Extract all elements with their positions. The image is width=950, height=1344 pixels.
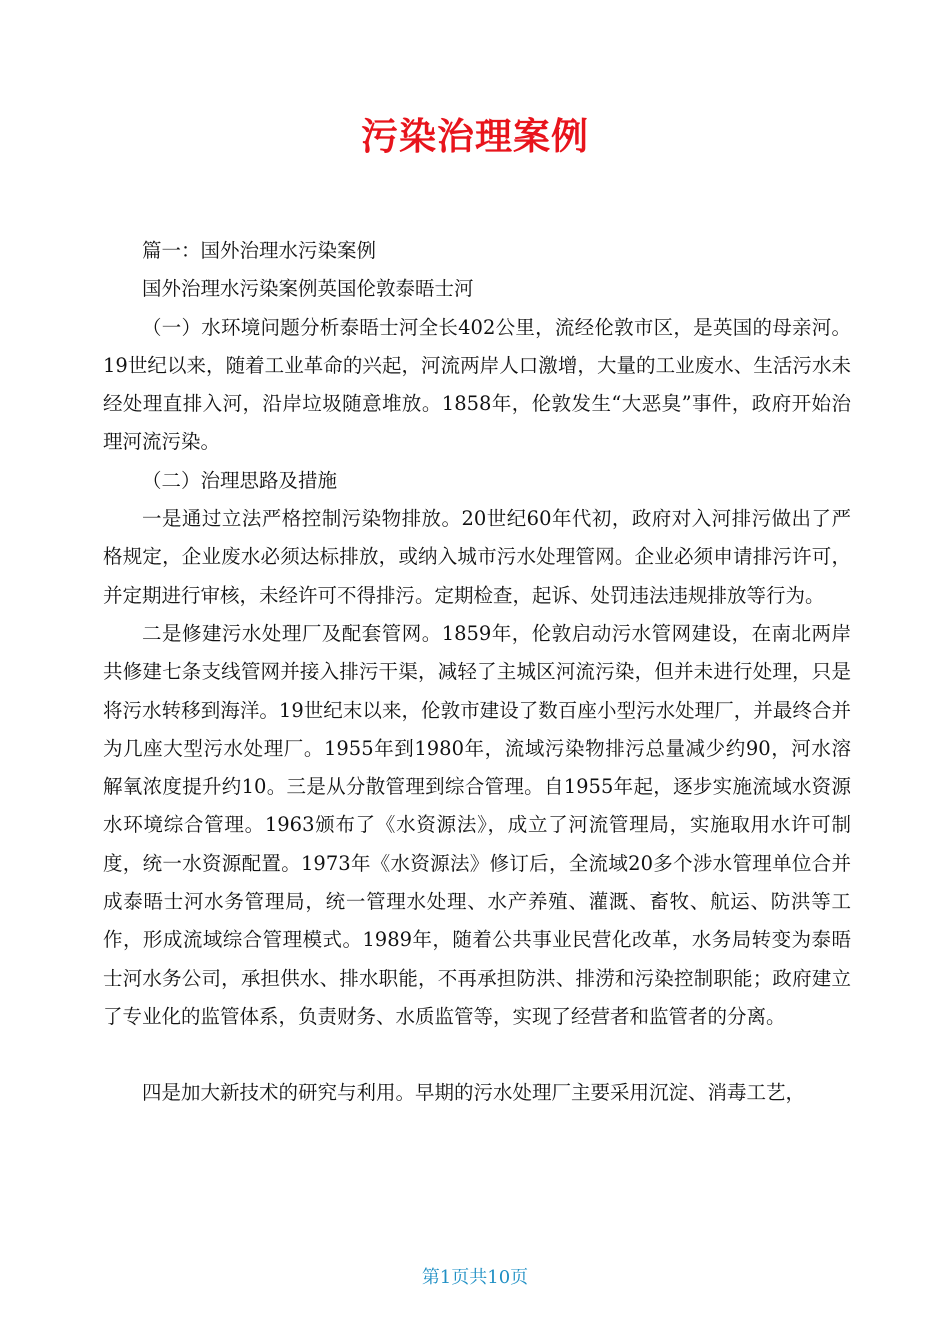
page-number-footer: 第1页共10页 <box>421 1267 529 1288</box>
document-body <box>103 232 851 1113</box>
section-heading: 篇一：国外治理水污染案例 <box>142 239 377 262</box>
paragraph-legislation: 一是通过立法严格控制污染物排放。20世纪60年代初，政府对入河排污做出了严格规定，企业废水必须达标排放，或纳入城市污水处理管网。企业必须申请排污许可，并定期进行审核，未经许可不得排污。定期检查，起诉、处罚违法违规排放等行为。 <box>103 507 851 607</box>
paragraph-new-technology: 四是加大新技术的研究与利用。早期的污水处理厂主要采用沉淀、消毒工艺， <box>142 1081 806 1105</box>
page-title: 污染治理案例 <box>361 115 589 158</box>
subheading-measures: （二）治理思路及措施 <box>142 468 338 492</box>
subheading: 国外治理水污染案例英国伦敦泰晤士河 <box>142 277 474 301</box>
paragraph-problem-analysis: （一）水环境问题分析泰晤士河全长402公里，流经伦敦市区，是英国的母亲河。19世纪以来，随着工业革命的兴起，河流两岸人口激增，大量的工业废水、生活污水未经处理直排入河，沿岸垃圾随意堆放。1858年，伦敦发生“大恶臭”事件，政府开始治理河流污染。 <box>103 315 851 454</box>
paragraph-treatment-plants: 二是修建污水处理厂及配套管网。1859年，伦敦启动污水管网建设，在南北两岸共修建七条支线管网并接入排污干渠，减轻了主城区河流污染，但并未进行处理，只是将污水转移到海洋。19世纪末以来，伦敦市建设了数百座小型污水处理厂，并最终合并为几座大型污水处理厂。1955年到1980年，流域污染物排污总量减少约90，河水溶解氧浓度提升约10。三是从分散管理到综合管理。自1955年起，逐步实施流域水资源水环境综合管理。1963颁布了《水资源法》，成立了河流管理局，实施取用水许可制度，统一水资源配置。1973年《水资源法》修订后，全流域20多个涉水管理单位合并成泰晤士河水务管理局，统一管理水处理、水产养殖、灌溉、畜牧、航运、防洪等工作，形成流域综合管理模式。1989年，随着公共事业民营化改革，水务局转变为泰晤士河水务公司，承担供水、排水职能，不再承担防洪、排涝和污染控制职能；政府建立了专业化的监管体系，负责财务、水质监管等，实现了经营者和监管者的分离。 <box>103 621 851 1028</box>
